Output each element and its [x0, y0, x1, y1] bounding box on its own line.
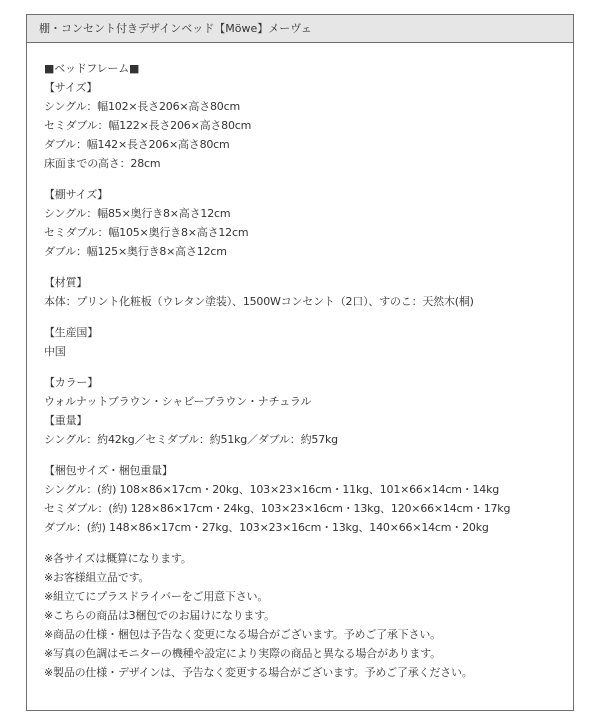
note-line: ※各サイズは概算になります。	[44, 552, 192, 565]
spec-line: ウォルナットブラウン・シャビーブラウン・ナチュラル	[44, 395, 312, 408]
spec-section-frame	[44, 59, 567, 78]
section-heading: 【材質】	[44, 276, 88, 289]
spec-line: 床面までの高さ：28cm	[44, 157, 161, 170]
spec-section-shelf-size	[44, 185, 567, 261]
product-title: 棚・コンセント付きデザインベッド【Möwe】メーヴェ	[39, 22, 312, 35]
note-line: ※こちらの商品は3梱包でのお届けになります。	[44, 609, 275, 622]
spec-line: 本体：プリント化粧板（ウレタン塗装）、1500Wコンセント（2口）、すのこ：天然木(桐)	[44, 295, 474, 308]
note-line: ※組立てにプラスドライバーをご用意下さい。	[44, 590, 269, 603]
spec-section-origin	[44, 323, 567, 361]
spec-line: ダブル：(約) 148×86×17cm・27kg、103×23×16cm・13kg、140×66×14cm・20kg	[44, 521, 489, 534]
spec-line: 中国	[44, 345, 66, 358]
spec-header	[27, 15, 573, 43]
section-heading: ■ベッドフレーム■	[44, 62, 140, 75]
notes-list	[44, 549, 567, 682]
spec-body	[44, 59, 567, 682]
spec-section-material	[44, 273, 567, 311]
spec-section-color	[44, 373, 567, 411]
spec-line: シングル：約42kg／セミダブル：約51kg／ダブル：約57kg	[44, 433, 338, 446]
note-line: ※製品の仕様・デザインは、予告なく変更する場合がございます。予めご了承ください。	[44, 666, 473, 679]
note-line: ※お客様組立品です。	[44, 571, 150, 584]
note-line: ※商品の仕様・梱包は予告なく変更になる場合がございます。予めご了承下さい。	[44, 628, 441, 641]
spec-line: セミダブル：(約) 128×86×17cm・24kg、103×23×16cm・13kg、120×66×14cm・17kg	[44, 502, 511, 515]
section-heading: 【生産国】	[44, 326, 98, 339]
section-heading: 【梱包サイズ・梱包重量】	[44, 464, 173, 477]
spec-section-size	[44, 78, 567, 173]
section-heading: 【重量】	[44, 414, 88, 427]
spec-section-packaging	[44, 461, 567, 537]
spec-section-weight	[44, 411, 567, 449]
spec-box	[26, 14, 574, 711]
spec-line: セミダブル：幅105×奥行き8×高さ12cm	[44, 226, 249, 239]
spec-line: ダブル：幅125×奥行き8×高さ12cm	[44, 245, 227, 258]
section-heading: 【棚サイズ】	[44, 188, 108, 201]
spec-line: ダブル：幅142×長さ206×高さ80cm	[44, 138, 230, 151]
spec-line: シングル：幅85×奥行き8×高さ12cm	[44, 207, 231, 220]
spec-line: セミダブル：幅122×長さ206×高さ80cm	[44, 119, 252, 132]
spec-line: シングル：幅102×長さ206×高さ80cm	[44, 100, 240, 113]
note-line: ※写真の色調はモニターの機種や設定により実際の商品と異なる場合があります。	[44, 647, 441, 660]
section-heading: 【カラー】	[44, 376, 98, 389]
section-heading: 【サイズ】	[44, 81, 98, 94]
spec-line: シングル：(約) 108×86×17cm・20kg、103×23×16cm・11kg、101×66×14cm・14kg	[44, 483, 500, 496]
